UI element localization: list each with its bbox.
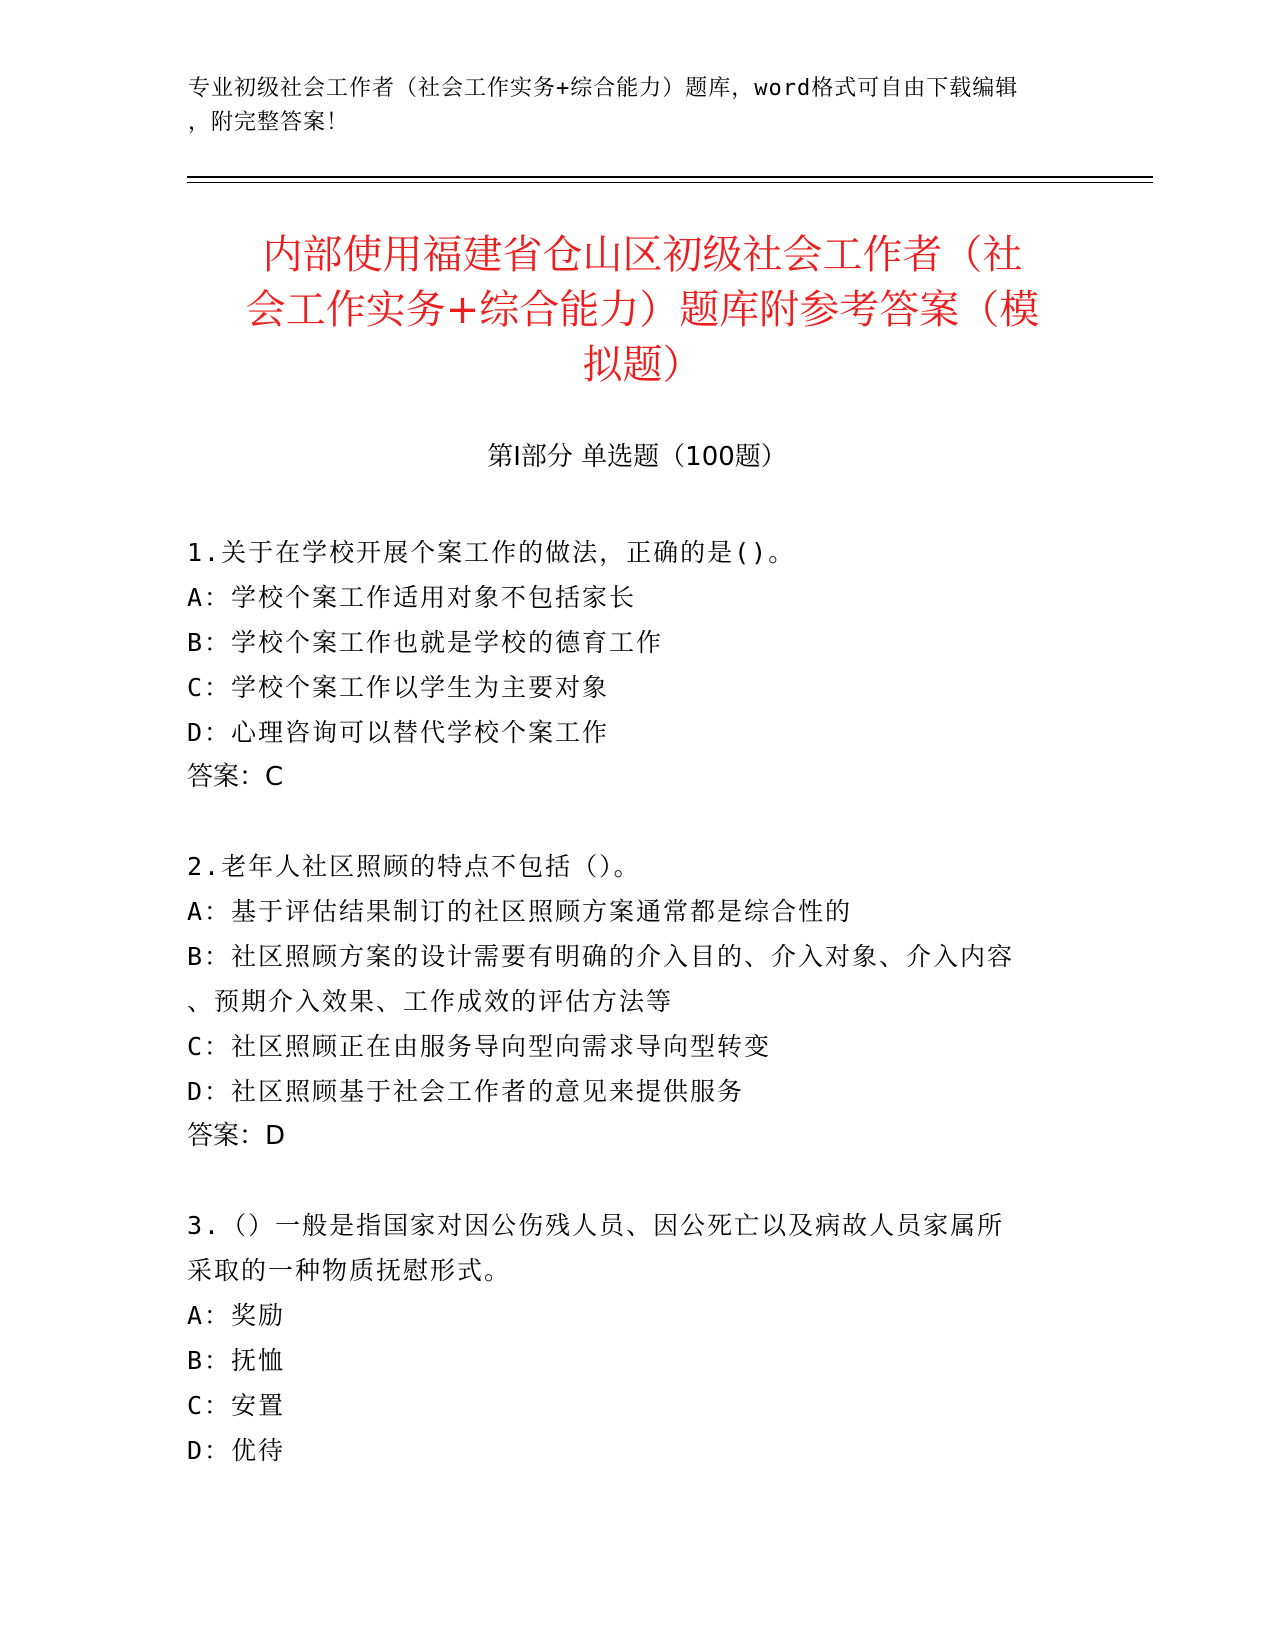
option-a: A：奖励 <box>187 1301 286 1330</box>
option-c: C：安置 <box>187 1391 286 1420</box>
question-stem: 2.老年人社区照顾的特点不包括（）。 <box>187 852 641 881</box>
question-list <box>187 530 1087 1473</box>
title-line: 内部使用福建省仓山区初级社会工作者（社 <box>262 232 1023 278</box>
option-b: B：学校个案工作也就是学校的德育工作 <box>187 628 664 657</box>
question-2 <box>187 844 1087 1159</box>
question-stem: 1.关于在学校开展个案工作的做法，正确的是()。 <box>187 538 796 567</box>
question-3 <box>187 1203 1087 1473</box>
header-divider-thick <box>187 176 1153 178</box>
title-line: 拟题） <box>582 342 703 388</box>
document-title <box>175 228 1110 393</box>
option-d: D：心理咨询可以替代学校个案工作 <box>187 718 610 747</box>
option-d: D：优待 <box>187 1436 286 1465</box>
option-b: B：抚恤 <box>187 1346 286 1375</box>
option-c: C：学校个案工作以学生为主要对象 <box>187 673 610 702</box>
option-b-continued: 、预期介入效果、工作成效的评估方法等 <box>187 987 674 1016</box>
option-a: A：基于评估结果制订的社区照顾方案通常都是综合性的 <box>187 897 853 926</box>
answer-key: 答案：D <box>187 1121 286 1151</box>
option-a: A：学校个案工作适用对象不包括家长 <box>187 583 637 612</box>
header-divider-thin <box>187 182 1153 183</box>
title-line: 会工作实务+综合能力）题库附参考答案（模 <box>245 287 1040 333</box>
option-c: C：社区照顾正在由服务导向型向需求导向型转变 <box>187 1032 772 1061</box>
option-b: B：社区照顾方案的设计需要有明确的介入目的、介入对象、介入内容 <box>187 942 1015 971</box>
option-d: D：社区照顾基于社会工作者的意见来提供服务 <box>187 1077 745 1106</box>
question-stem-continued: 采取的一种物质抚慰形式。 <box>187 1256 512 1285</box>
header-note-line: ，附完整答案！ <box>188 110 350 135</box>
header-note-line: 专业初级社会工作者（社会工作实务+综合能力）题库，word格式可自由下载编辑 <box>188 76 1019 101</box>
question-stem: 3.（）一般是指国家对因公伤残人员、因公死亡以及病故人员家属所 <box>187 1211 1005 1240</box>
header-note <box>188 72 1088 140</box>
section-heading: 第Ⅰ部分 单选题（100题） <box>487 442 787 472</box>
answer-key: 答案：C <box>187 762 284 792</box>
question-1 <box>187 530 1087 800</box>
